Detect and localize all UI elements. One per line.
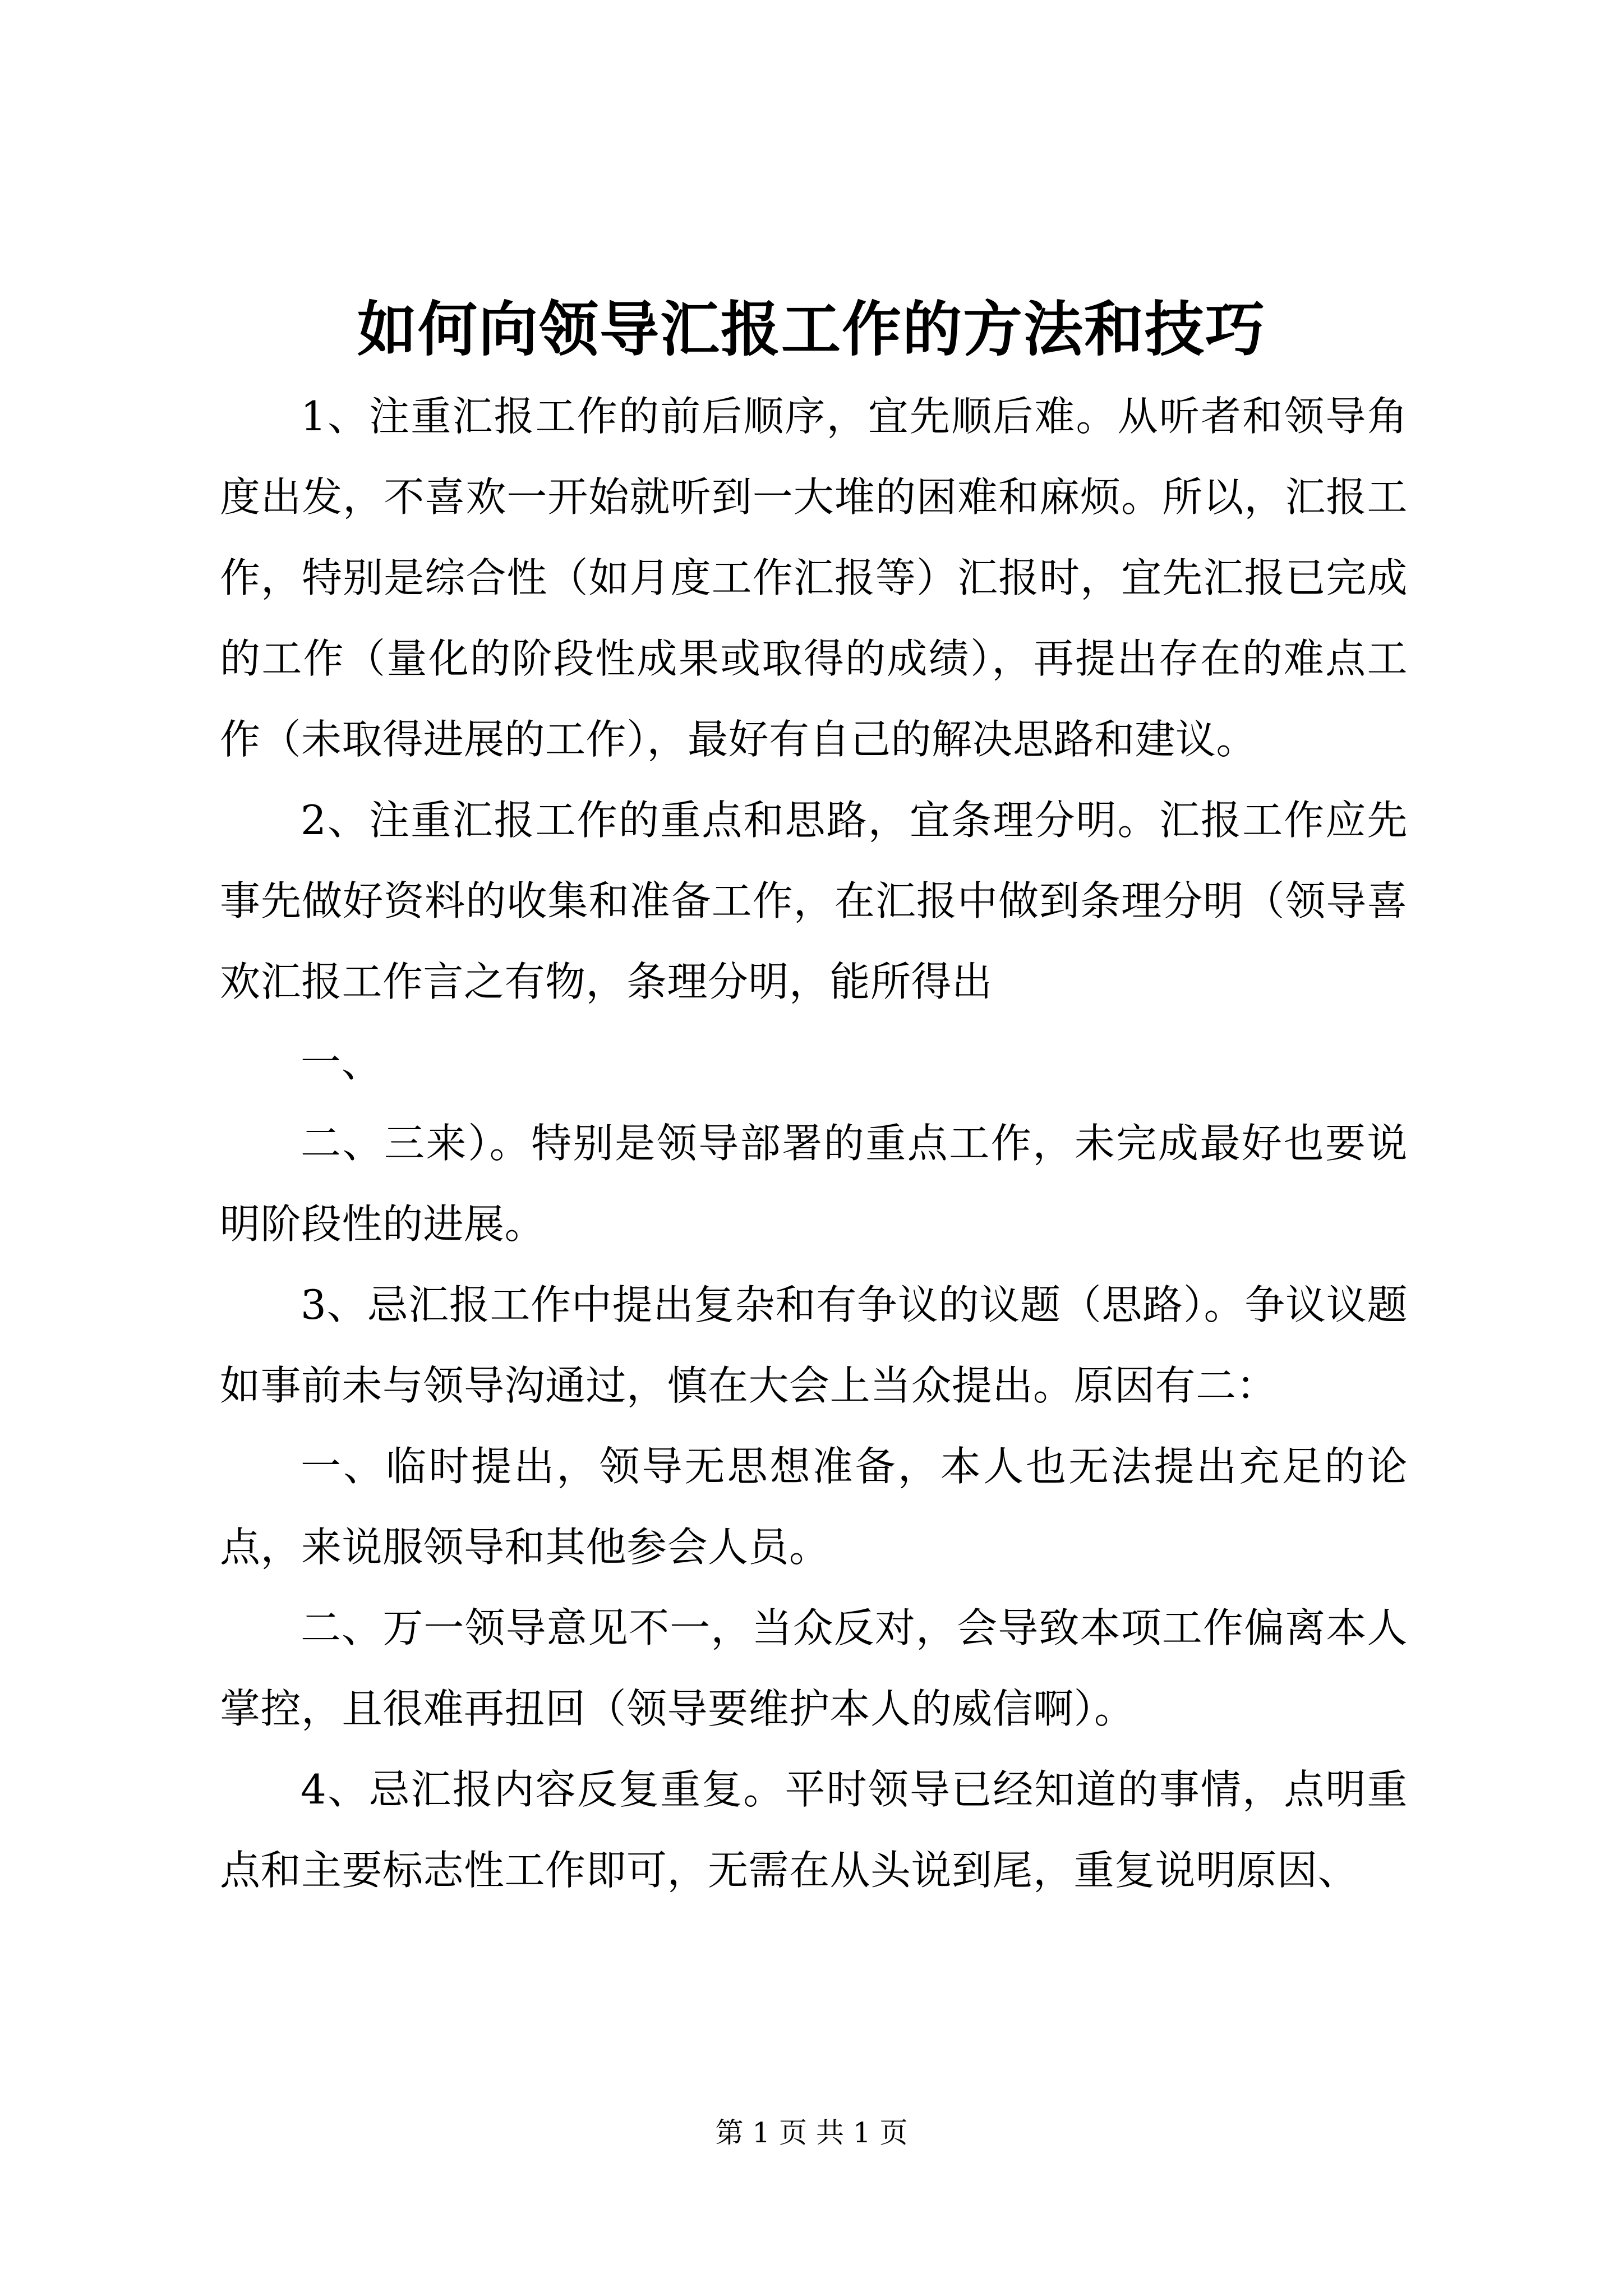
- paragraph-3: 一、: [301, 1039, 382, 1086]
- paragraph-2: 2、注重汇报工作的重点和思路，宜条理分明。汇报工作应先事先做好资料的收集和准备工作，在汇报中做到条理分明（领导喜欢汇报工作言之有物，条理分明，能所得出: [220, 797, 1408, 1005]
- paragraph-4: 二、三来）。特别是领导部署的重点工作，未完成最好也要说明阶段性的进展。: [220, 1120, 1408, 1248]
- paragraph-1: 1、注重汇报工作的前后顺序，宜先顺后难。从听者和领导角度出发，不喜欢一开始就听到一大堆的困难和麻烦。所以，汇报工作，特别是综合性（如月度工作汇报等）汇报时，宜先汇报已完成的工作（量化的阶段性成果或取得的成绩），再提出存在的难点工作（未取得进展的工作），最好有自己的解决思路和建议。: [220, 393, 1408, 763]
- page-footer: 第 1 页 共 1 页: [715, 2116, 908, 2149]
- paragraph-7: 二、万一领导意见不一，当众反对，会导致本项工作偏离本人掌控，且很难再扭回（领导要维护本人的威信啊）。: [220, 1604, 1408, 1732]
- document-title: 如何向领导汇报工作的方法和技巧: [357, 294, 1266, 364]
- document-body: [220, 376, 1408, 1911]
- paragraph-5: 3、忌汇报工作中提出复杂和有争议的议题（思路）。争议议题如事前未与领导沟通过，慎在大会上当众提出。原因有二：: [220, 1281, 1408, 1409]
- paragraph-6: 一、临时提出，领导无思想准备，本人也无法提出充足的论点，来说服领导和其他参会人员。: [220, 1443, 1408, 1571]
- paragraph-8: 4、忌汇报内容反复重复。平时领导已经知道的事情，点明重点和主要标志性工作即可，无需在从头说到尾，重复说明原因、: [220, 1766, 1408, 1894]
